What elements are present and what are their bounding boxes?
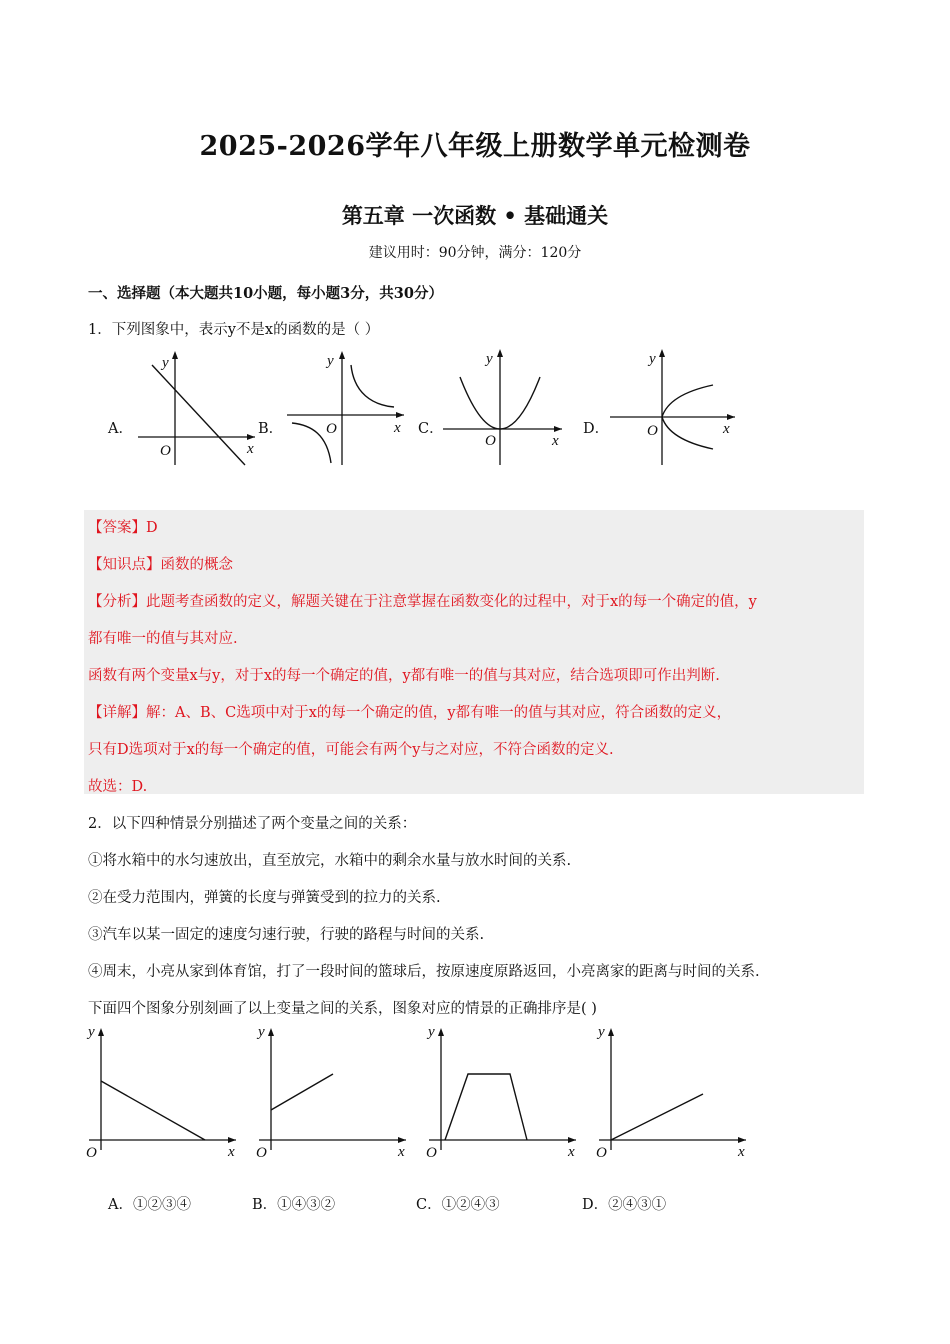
q1d-y-label: y xyxy=(649,351,656,367)
q1-graph-b xyxy=(282,345,412,470)
q1-graph-d xyxy=(605,345,740,470)
q2g4-y-label: y xyxy=(598,1024,605,1040)
q2g3-origin-label: O xyxy=(426,1145,437,1161)
q1c-origin-label: O xyxy=(485,433,496,449)
q1c-x-label: x xyxy=(552,433,559,449)
q1d-x-label: x xyxy=(723,421,730,437)
solution-knowledge: 【知识点】函数的概念 xyxy=(88,557,233,573)
q2g2-origin-label: O xyxy=(256,1145,267,1161)
q2-stem: 2．以下四种情景分别描述了两个变量之间的关系： xyxy=(88,816,417,832)
q2-option-c: C．①②④③ xyxy=(416,1197,500,1213)
q2-option-b: B．①④③② xyxy=(252,1197,336,1213)
q1b-x-label: x xyxy=(394,420,401,436)
q2-graph-1 xyxy=(84,1020,244,1162)
q2-graph-3 xyxy=(424,1020,584,1162)
q2-graph-2 xyxy=(254,1020,414,1162)
q1-graph-a xyxy=(130,345,260,470)
q2-scenario-1: ①将水箱中的水匀速放出，直至放完，水箱中的剩余水量与放水时间的关系. xyxy=(88,853,572,869)
q1-stem: 1．下列图象中，表示y不是x的函数的是（ ） xyxy=(88,322,380,338)
q2-option-a: A．①②③④ xyxy=(108,1197,191,1213)
q1b-origin-label: O xyxy=(326,421,337,437)
q2g1-y-label: y xyxy=(88,1024,95,1040)
q2g1-origin-label: O xyxy=(86,1145,97,1161)
q2g2-y-label: y xyxy=(258,1024,265,1040)
q1d-origin-label: O xyxy=(647,423,658,439)
q2g3-y-label: y xyxy=(428,1024,435,1040)
q2-scenario-4: ④周末，小亮从家到体育馆，打了一段时间的篮球后，按原速度原路返回，小亮离家的距离与时间的关系. xyxy=(88,964,760,980)
q2-scenario-2: ②在受力范围内，弹簧的长度与弹簧受到的拉力的关系. xyxy=(88,890,441,906)
solution-detail-line2: 只有D选项对于x的每一个确定的值，可能会有两个y与之对应，不符合函数的定义. xyxy=(88,742,614,758)
page-title: 2025-2026学年八年级上册数学单元检测卷 xyxy=(199,131,751,162)
q2g4-x-label: x xyxy=(738,1144,745,1160)
solution-analysis-line2: 都有唯一的值与其对应. xyxy=(88,631,238,647)
q2g4-origin-label: O xyxy=(596,1145,607,1161)
q1a-origin-label: O xyxy=(160,443,171,459)
section-heading: 一、选择题（本大题共10小题，每小题3分，共30分） xyxy=(88,285,443,302)
q1a-x-label: x xyxy=(247,441,254,457)
q1-option-c-label: C． xyxy=(418,421,444,437)
solution-analysis-line3: 函数有两个变量x与y，对于x的每一个确定的值，y都有唯一的值与其对应，结合选项即可作出判断. xyxy=(88,668,720,684)
q2-option-d: D．②④③① xyxy=(582,1197,667,1213)
chapter-subtitle: 第五章 一次函数 • 基础通关 xyxy=(341,203,609,228)
solution-choice: 故选：D. xyxy=(88,779,148,795)
q1-option-d-label: D． xyxy=(583,421,610,437)
q1-option-a-label: A． xyxy=(108,421,133,437)
solution-detail-line1: 【详解】解：A、B、C选项中对于x的每一个确定的值，y都有唯一的值与其对应，符合函数的定义， xyxy=(88,705,732,721)
q2-question: 下面四个图象分别刻画了以上变量之间的关系，图象对应的情景的正确排序是( ) xyxy=(88,1001,597,1017)
q2-graph-4 xyxy=(594,1020,754,1162)
solution-answer: 【答案】D xyxy=(88,520,158,536)
q2-scenario-3: ③汽车以某一固定的速度匀速行驶，行驶的路程与时间的关系. xyxy=(88,927,485,943)
q1-option-b-label: B． xyxy=(258,421,284,437)
q2g3-x-label: x xyxy=(568,1144,575,1160)
q2g1-x-label: x xyxy=(228,1144,235,1160)
q1a-y-label: y xyxy=(162,355,169,371)
exam-meta: 建议用时：90分钟，满分：120分 xyxy=(368,245,582,261)
q1-graph-c xyxy=(438,345,568,470)
q1b-y-label: y xyxy=(327,353,334,369)
q2g2-x-label: x xyxy=(398,1144,405,1160)
solution-analysis-line1: 【分析】此题考查函数的定义，解题关键在于注意掌握在函数变化的过程中，对于x的每一个确定的值，y xyxy=(88,594,757,610)
q1c-y-label: y xyxy=(486,351,493,367)
